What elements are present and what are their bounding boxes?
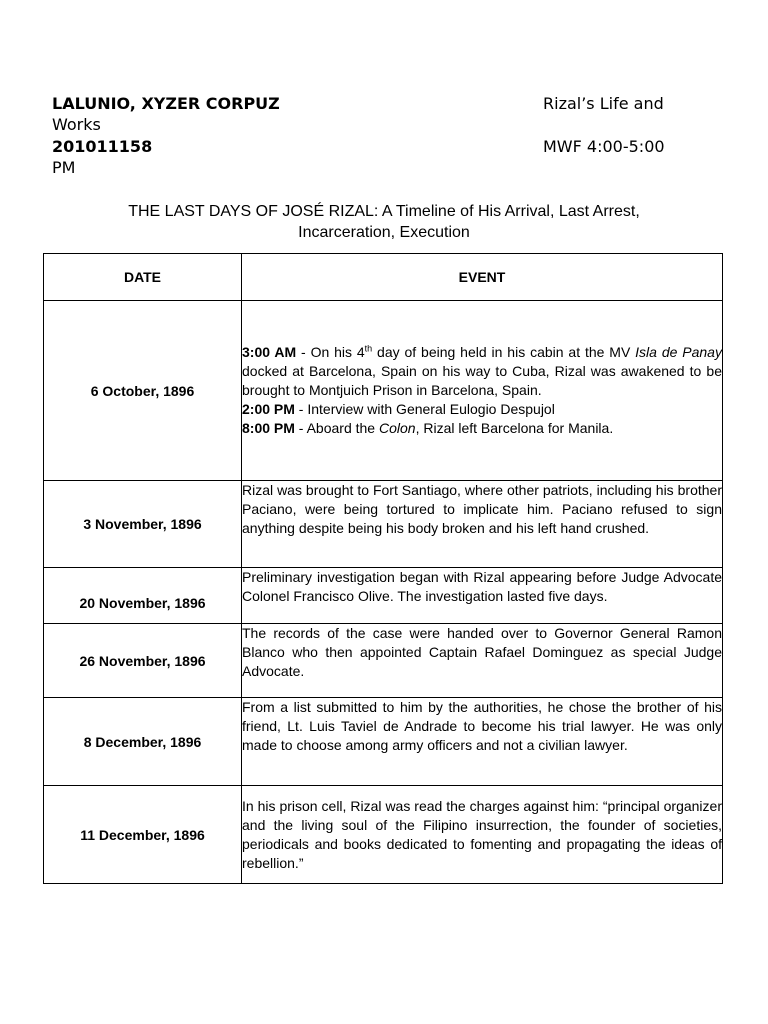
table-row [44,698,723,786]
row-event: Rizal was brought to Fort Santiago, where other patriots, including his brother Paciano, were being tortured to implicate him. Paciano refused to sign anything despite being his body broken and his left hand crushed. [242,481,723,568]
event-text: - Interview with General Eulogio Despujol [294,401,555,417]
ship-name: Colon [378,420,416,436]
event-text: day of being held in his cabin at the MV [372,344,636,360]
student-id: 201011158 [52,137,153,156]
row-date: 6 October, 1896 [44,301,242,481]
row-event: In his prison cell, Rizal was read the charges against him: “principal organizer and the living soul of the Filipino insurrection, the founder of societies, periodicals and books dedicated to fomenting and propagating the ideas of rebellion.” [242,786,723,884]
table-row [44,481,723,568]
ordinal-suffix: th [364,343,373,354]
event-time: 3:00 AM [242,344,297,360]
table-row [44,301,723,481]
title-line-2: Incarceration, Execution [298,224,470,241]
event-entry-8pm [242,419,722,438]
row-date: 3 November, 1896 [44,481,242,568]
header-block-id [52,137,682,178]
date-column-header: DATE [44,254,242,301]
row-event: From a list submitted to him by the authorities, he chose the brother of his friend, Lt. Luis Taviel de Andrade to become his trial lawyer. He was only made to choose among army officers and not a civilian lawyer. [242,698,723,786]
header-block-name [52,94,682,135]
course-title-continued: Works [52,115,101,134]
table-header-row [44,254,723,301]
row-event: The records of the case were handed over to Governor General Ramon Blanco who then appointed Captain Rafael Dominguez as special Judge Advocate. [242,624,723,698]
event-time: 2:00 PM [242,401,295,417]
event-text: docked at Barcelona, Spain on his way to Cuba, Rizal was awakened to be brought to Montjuich Prison in Barcelona, Spain. [242,363,722,398]
table-row [44,624,723,698]
event-text: - On his 4 [296,344,365,360]
event-entry-3am [242,343,722,400]
event-text: - Aboard the [294,420,379,436]
class-schedule-continued: PM [52,158,76,177]
table-row [44,568,723,624]
course-title: Rizal’s Life and [543,94,664,113]
row-date: 8 December, 1896 [44,698,242,786]
row-date: 26 November, 1896 [44,624,242,698]
event-time: 8:00 PM [242,420,295,436]
row-date: 20 November, 1896 [44,568,242,624]
ship-name: Isla de Panay [635,344,722,360]
student-name: LALUNIO, XYZER CORPUZ [52,94,280,113]
table-row [44,786,723,884]
event-entry-2pm [242,400,722,419]
event-text: , Rizal left Barcelona for Manila. [415,420,614,436]
row-date: 11 December, 1896 [44,786,242,884]
timeline-table [43,253,723,884]
document-title [60,201,708,243]
row-event [242,301,723,481]
event-column-header: EVENT [242,254,723,301]
class-schedule: MWF 4:00-5:00 [543,137,665,156]
row-event: Preliminary investigation began with Rizal appearing before Judge Advocate Colonel Francisco Olive. The investigation lasted five days. [242,568,723,624]
title-line-1: THE LAST DAYS OF JOSÉ RIZAL: A Timeline of His Arrival, Last Arrest, [128,203,640,220]
